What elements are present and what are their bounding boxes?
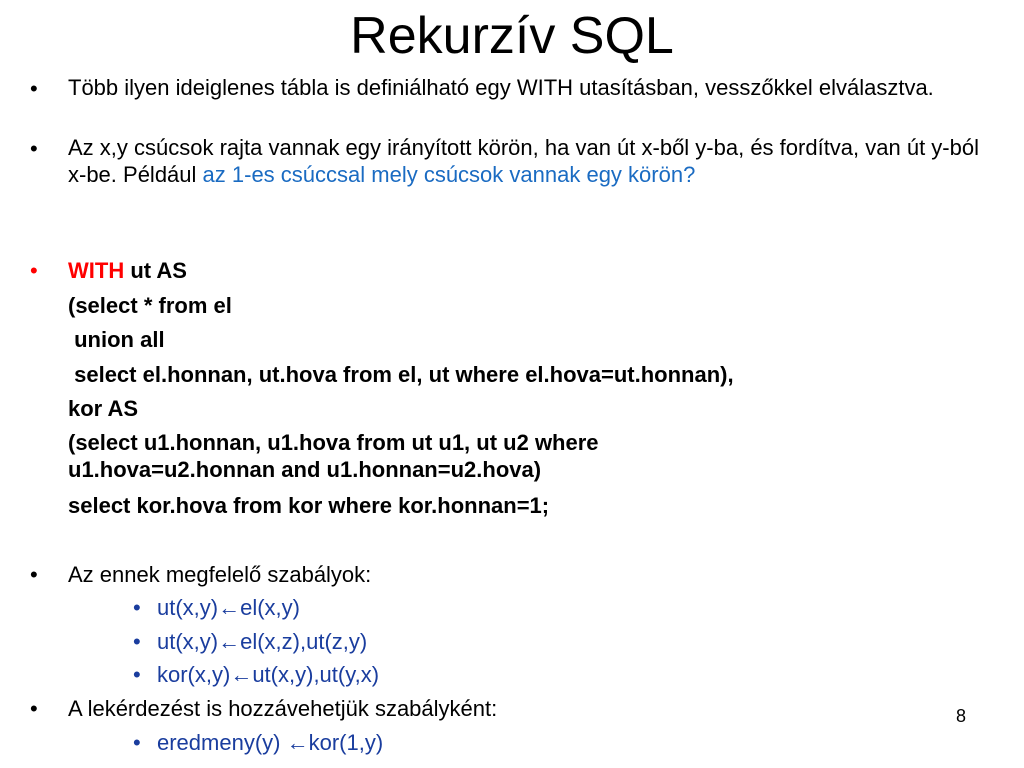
example-question-text: az 1-es csúccsal mely csúcsok vannak egy körön? [202,162,696,187]
bullet-marker: • [30,136,38,161]
sub-bullet-marker: • [133,629,141,654]
sql-line-4: select el.honnan, ut.hova from el, ut where el.hova=ut.honnan), [68,362,734,387]
bullet-query-as-rule: A lekérdezést is hozzávehetjük szabályként: [68,696,498,721]
query-rule-item [133,728,383,757]
query-rule-text: eredmeny(y) ←kor(1,y) [157,730,384,755]
sql-line-7: select kor.hova from kor where kor.honnan=1; [68,493,550,518]
rule-item [133,660,379,689]
sql-line-with [68,256,187,285]
bullet-cycle-text: Az x,y csúcsok rajta vannak egy irányított körön, ha van út x-ből y-ba, és fordítva, van út y-ból x-be. Például [68,135,979,187]
rule-text: ut(x,y)←el(x,y) [157,595,300,620]
bullet-marker: • [30,76,38,101]
bullet-marker: • [30,696,38,721]
sql-line-6: (select u1.honnan, u1.hova from ut u1, ut u2 where u1.hova=u2.honnan and u1.honnan=u2.hova) [68,430,599,482]
sql-line-3: union all [68,327,165,352]
bullet-rules-intro: Az ennek megfelelő szabályok: [68,562,372,587]
rule-text: ut(x,y)←el(x,z),ut(z,y) [157,629,368,654]
slide-title: Rekurzív SQL [350,7,674,65]
bullet-marker: • [30,258,38,283]
bullet-directed-cycle [68,134,993,188]
bullet-marker: • [30,562,38,587]
rule-item [133,627,367,656]
page-number: 8 [955,706,966,726]
rule-text: kor(x,y)←ut(x,y),ut(y,x) [157,662,380,687]
sql-keyword-with: WITH [68,258,125,283]
sub-bullet-marker: • [133,730,141,755]
bullet-with-multiple-tables: Több ilyen ideiglenes tábla is definiálható egy WITH utasításban, vesszőkkel elválasztva. [68,75,934,100]
sub-bullet-marker: • [133,595,141,620]
rule-item [133,593,300,622]
sql-line-2: (select * from el [68,293,232,318]
sub-bullet-marker: • [133,662,141,687]
sql-line-5: kor AS [68,396,139,421]
sql-ut-as: ut AS [124,258,187,283]
